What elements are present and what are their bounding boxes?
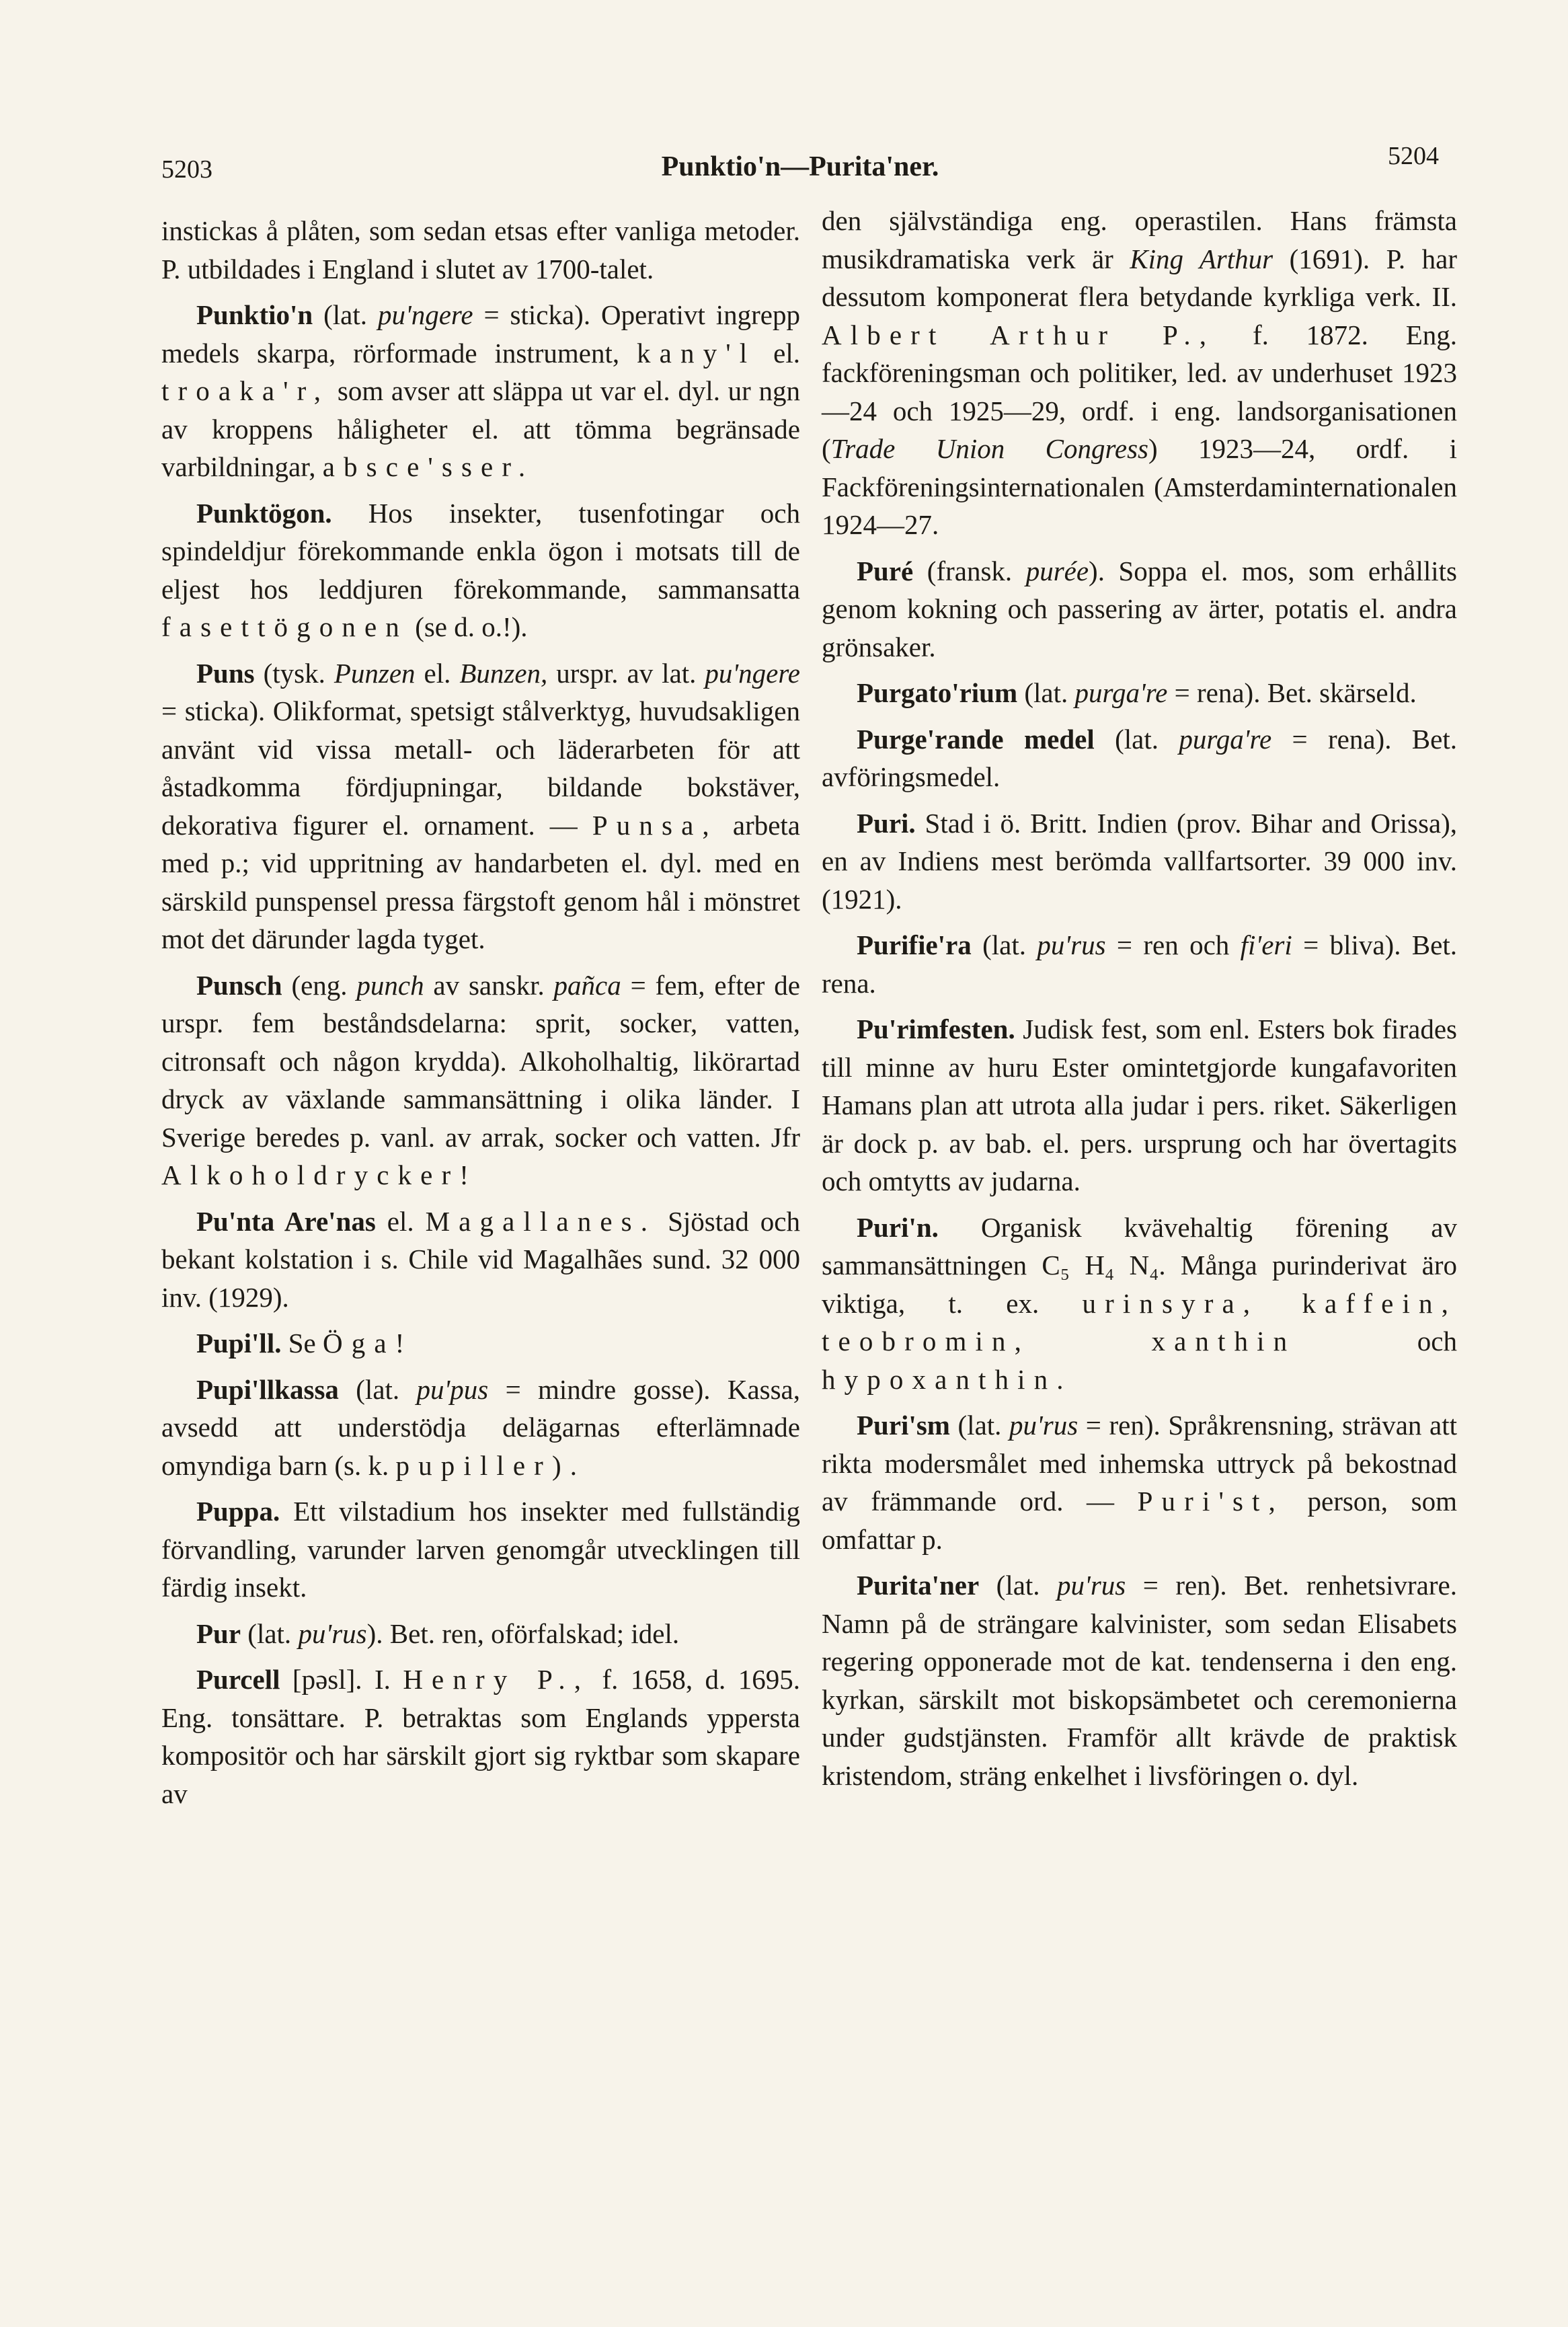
entry-text: av sanskr. <box>424 969 554 1001</box>
headword: Punktio'n <box>196 299 313 330</box>
entry-purism <box>822 1406 1457 1558</box>
entry-puppa <box>161 1492 800 1607</box>
left-column <box>161 212 800 1821</box>
spaced-term: Magallanes. <box>425 1205 657 1237</box>
entry-puns <box>161 654 800 958</box>
page-header <box>161 141 1439 195</box>
spaced-term: absce'sser. <box>322 451 535 482</box>
entry-text: (se d. o.!). <box>407 611 528 642</box>
spaced-term: kany'l <box>637 337 756 369</box>
page-number-right: 5204 <box>1388 142 1439 170</box>
spaced-term: kaffein, <box>1302 1287 1457 1319</box>
etymology: pu'ngere <box>705 657 801 689</box>
entry-text: = sticka). Operativt ingrepp medels skarpa, rörformade instrument, <box>161 299 801 369</box>
entry-text: (lat. <box>313 299 378 330</box>
entry-text: = ren). Bet. renhetsivrare. Namn på de strängare kalvinister, som sedan Elisabets regering opponerade mot de kat. tendenserna i den eng. kyrkan, särskilt mot biskopsämbetet och ceremonierna under gudstjänsten. Framför allt krävde de praktisk kristendom, sträng enkelhet i livsföringen o. dyl. <box>822 1570 1457 1791</box>
etymology: pu'ngere <box>377 299 473 330</box>
spaced-term: fasettögonen <box>161 611 408 642</box>
headword: Puns <box>196 657 255 689</box>
entry-text: person, som omfattar p. <box>822 1486 1457 1555</box>
entry-text: (lat. <box>241 1617 299 1649</box>
spaced-term: troaka'r, <box>161 375 330 406</box>
entry-purin <box>822 1209 1457 1399</box>
entry-purcell <box>161 1661 800 1813</box>
entry-text: el. <box>375 1205 426 1237</box>
entry-text: Hos insekter, tusenfotingar och spindeldjur förekommande enkla ögon i motsats till de eljest hos leddjuren förekommande, sammansatta <box>161 497 800 605</box>
headword: Pupi'll. <box>196 1328 282 1359</box>
etymology: purga're <box>1074 677 1168 708</box>
entry-punktogon <box>161 494 800 646</box>
organisation-name: Trade Union Congress <box>830 433 1148 464</box>
entry-text: (fransk. <box>913 555 1026 586</box>
entry-punta-arenas <box>161 1203 800 1317</box>
right-column <box>822 202 1457 1802</box>
etymology: pu'rus <box>1057 1570 1126 1601</box>
entry-punktion <box>161 296 800 486</box>
entry-text: f. 1658, d. 1695. Eng. tonsättare. P. betraktas som Englands yppersta kompositör och har särskilt gjort sig ryktbar som skapare av <box>161 1664 800 1809</box>
entry-text: Organisk kvävehaltig förening av sammansättningen C₅ H₄ N₄. Många purinderivat äro viktiga, t. ex. <box>822 1211 1457 1319</box>
entry-puritaner <box>822 1566 1457 1794</box>
entry-text: (lat. <box>949 1410 1009 1441</box>
spaced-term: Öga! <box>322 1328 414 1359</box>
entry-text: el. <box>756 337 800 369</box>
etymology: punch <box>356 969 424 1001</box>
headword: Pu'rimfesten. <box>857 1014 1015 1044</box>
entry-text <box>1259 1288 1302 1319</box>
headword: Purge'rande medel <box>857 723 1095 755</box>
entry-text: (1691). P. har dessutom komponerat flera betydande kyrkliga verk. II. <box>822 243 1458 312</box>
entry-text: = rena). Bet. avföringsmedel. <box>822 723 1457 792</box>
etymology: purga're <box>1179 723 1272 755</box>
entry-text: instickas å plåten, som sedan etsas efter vanliga metoder. P. utbildades i England i slutet av 1700-talet. <box>161 215 800 284</box>
entry-text: Sjöstad och bekant kolstation i s. Chile vid Magalhães sund. 32 000 inv. (1929). <box>161 1205 801 1313</box>
entry-text: (eng. <box>282 969 357 1001</box>
headword: Puri. <box>857 807 916 839</box>
entry-text: f. 1872. Eng. fackföreningsman och politiker, led. av underhuset 1923—24 och 1925—29, ordf. i eng. landsorganisationen ( <box>822 319 1457 464</box>
headword: Pur <box>196 1617 241 1649</box>
running-title: Punktio'n—Purita'ner. <box>661 151 939 182</box>
entry-puri <box>822 804 1457 919</box>
entry-text: (lat. <box>338 1373 417 1405</box>
page-number-left: 5203 <box>161 155 212 184</box>
entry-purcell-continued <box>822 202 1457 544</box>
work-title: King Arthur <box>1130 243 1273 274</box>
headword: Puré <box>857 555 914 586</box>
entry-text: [pəsl]. I. <box>280 1664 403 1695</box>
spaced-term: pupiller). <box>395 1449 586 1481</box>
etymology: fi'eri <box>1240 929 1292 960</box>
entry-text: el. <box>415 657 460 689</box>
entry-purgatorium <box>822 674 1457 712</box>
entry-purimfesten <box>822 1010 1457 1200</box>
entry-continuation <box>161 212 800 288</box>
entry-text: = ren och <box>1105 929 1241 960</box>
headword: Puppa. <box>196 1496 280 1527</box>
entry-text: = bliva). Bet. rena. <box>822 929 1457 999</box>
headword: Pupi'llkassa <box>196 1373 339 1405</box>
etymology: purée <box>1025 555 1089 586</box>
spaced-term: xanthin <box>1151 1326 1296 1357</box>
entry-text: = sticka). Olikformat, spetsigt stålverktyg, huvudsakligen använt vid vissa metall- och läderarbeten för att åstadkomma fördjupningar, bildande bokstäver, dekorativa figurer el. ornament. — <box>161 695 800 841</box>
etymology: pu'pus <box>416 1373 489 1405</box>
headword: Punktögon. <box>196 497 332 529</box>
spaced-term: Alkoholdrycker! <box>161 1159 478 1190</box>
entry-text: = rena). Bet. skärseld. <box>1167 677 1417 708</box>
spaced-term: teobromin, <box>822 1326 1030 1357</box>
spaced-term: Punsa, <box>592 809 718 841</box>
entry-text: (lat. <box>971 929 1037 960</box>
headword: Purifie'ra <box>857 929 972 960</box>
entry-text: ). Bet. ren, oförfalskad; idel. <box>366 1617 680 1649</box>
headword: Puri'sm <box>857 1410 950 1441</box>
entry-text: som avser att släppa ut var el. dyl. ur ngn av kroppens håligheter el. att tömma begränsade varbildningar, <box>161 375 800 482</box>
entry-text: Ett vilstadium hos insekter med fullständig förvandling, varunder larven genomgår utvecklingen till färdig insekt. <box>161 1496 800 1603</box>
spaced-term: urinsyra, <box>1082 1287 1259 1319</box>
entry-text: arbeta med p.; vid uppritning av handarbeten el. dyl. med en särskild punspensel pressa färgstoft genom hål i mönstret mot det därunder lagda tyget. <box>161 809 801 954</box>
spaced-term: Henry P., <box>403 1664 590 1695</box>
entry-text: = mindre gosse). Kassa, avsedd att understödja delägarnas efterlämnade omyndiga barn (s. k. <box>161 1373 801 1481</box>
headword: Pu'nta Are'nas <box>196 1205 376 1237</box>
entry-text: den självständiga eng. operastilen. Hans främsta musikdramatiska verk är <box>822 205 1457 274</box>
entry-text: (lat. <box>1094 723 1179 755</box>
etymology: Bunzen, <box>459 657 548 689</box>
entry-text: urspr. av lat. <box>547 657 705 689</box>
entry-text: (lat. <box>979 1570 1058 1601</box>
etymology: pu'rus <box>298 1617 367 1649</box>
entry-pure <box>822 552 1457 666</box>
entry-pur <box>161 1615 800 1653</box>
entry-text: (tysk. <box>254 657 334 689</box>
entry-punsch <box>161 966 800 1194</box>
entry-text <box>1030 1326 1152 1357</box>
entry-purgerande-medel <box>822 720 1457 796</box>
etymology: pañca <box>553 969 621 1001</box>
entry-text: Judisk fest, som enl. Esters bok firades till minne av huru Ester omintetgjorde kungafavoriten Hamans plan att utrota alla judar i pers. riket. Säkerligen är dock p. av bab. el. pers. ursprung och har övertagits och omtytts av judarna. <box>822 1014 1457 1196</box>
entry-pupillkassa <box>161 1371 800 1485</box>
etymology: pu'rus <box>1009 1410 1079 1441</box>
entry-text: = fem, efter de urspr. fem beståndsdelarna: sprit, socker, vatten, citronsaft och någon krydda). Alkoholhaltig, likörartad dryck av växlande sammansättning i olika länder. I Sverige beredes p. vanl. av arrak, socker och vatten. Jfr <box>161 969 800 1153</box>
entry-text: Stad i ö. Britt. Indien (prov. Bihar and Orissa), en av Indiens mest berömda vallfartsorter. 39 000 inv. (1921). <box>822 807 1457 915</box>
entry-purifiera <box>822 926 1457 1002</box>
headword: Purgato'rium <box>857 677 1018 708</box>
etymology: Punzen <box>334 657 416 689</box>
headword: Purcell <box>196 1664 280 1695</box>
entry-text: Se <box>281 1328 323 1359</box>
entry-text: = ren). Språkrensning, strävan att rikta modersmålet med inhemska uttryck på bekostnad av främmande ord. — <box>822 1410 1457 1517</box>
spaced-term: hypoxanthin. <box>822 1363 1072 1395</box>
spaced-term: Puri'st, <box>1137 1486 1284 1517</box>
entry-text: och <box>1296 1326 1458 1357</box>
headword: Puri'n. <box>857 1211 939 1243</box>
etymology: pu'rus <box>1037 929 1106 960</box>
entry-pupill <box>161 1324 800 1363</box>
entry-text: ). Soppa el. mos, som erhållits genom kokning och passering av ärter, potatis el. andra grönsaker. <box>822 555 1457 662</box>
spaced-term: Albert Arthur P., <box>822 319 1216 350</box>
headword: Punsch <box>196 969 282 1001</box>
headword: Purita'ner <box>857 1570 980 1601</box>
entry-text: ) 1923—24, ordf. i Fackföreningsinternationalen (Amsterdaminternationalen 1924—27. <box>822 433 1457 540</box>
entry-text: (lat. <box>1017 677 1075 708</box>
